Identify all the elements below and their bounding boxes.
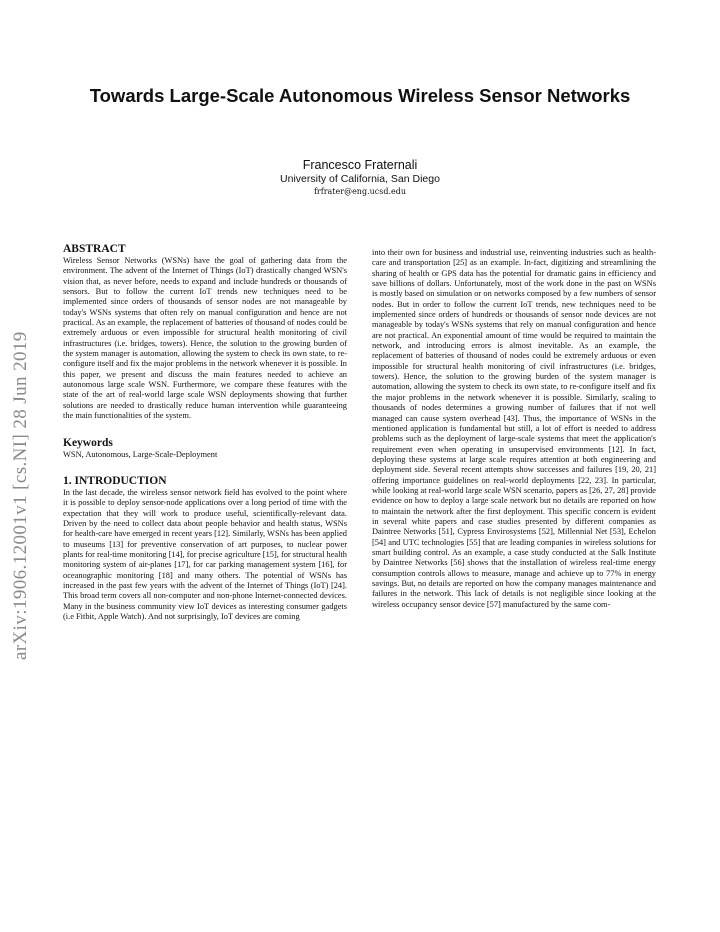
introduction-text-left: In the last decade, the wireless sensor network field has evolved to the point where it is possible to deploy sensor-node applications over a long period of time with the expectation that they will work to produce useful, scientifically-relevant data. Driven by the need to collect data about people behavior and health status, WSNs for health-care have emerged in recent years [12]. Similarly, WSNs has been applied to museums [13] for preventive conservation of art purposes, to nuclear power plants for real-time monitoring [14], for precise agriculture [15], for structural health monitoring system of air-planes [17], for car parking management system [16], for oceanographic monitoring [18] and many others. The potential of WSNs has increased in the past few years with the advent of the Internet of Things (IoT) [24]. This broad term covers all non-computer and non-phone Internet-connected devices. Many in the business community view IoT devices as interesting consumer gadgets (i.e Fitbit, Apple Watch). And not surprisingly, IoT devices are coming: [63, 487, 347, 621]
right-column: [372, 248, 656, 610]
introduction-text-right: into their own for business and industrial use, reinventing industries such as health-care and transportation [25] as an example. In-fact, digitizing and streamlining the sharing of health or GPS data has the potential for dramatic gains in efficiency and save billions of dollars. Unfortunately, most of the work done in the past on WSNs is mostly based on simulation or on networks composed by a few numbers of sensor nodes. But in order to follow the current IoT trends, new techniques need to be implemented since orders of hundreds or thousands of sensor node devices are not manageable by today's WSNs systems that rely on manual configuration and hence are not practical. An exponential amount of time would be required to maintain the network, and introducing errors is almost inevitable. As an example, the replacement of batteries of thousand of nodes could be extremely arduous or even impossible for structural health monitoring of civil infrastructures (i.e. bridges, towers). Hence, the solution to the growing burden of the system manager is automation, allowing the system to check its own state, to re-configure itself and fix the major problems in the network whenever it is possible. Similarly, scaling to thousands of nodes determines a growing number of failures that if not well managed can cause system overhead [43]. Thus, the importance of WSNs in the mentioned application is fundamental but still, a lot of effort is needed to address problems such as the deployment of large-scale systems that meet the application's requirement even when operating in unsupervised environments [12]. In fact, deploying these systems at large scale requires attention at both engineering and deployment side. Several recent attempts show successes and failures [19, 20, 21] offering importance guidelines on real-world deployments [22, 23]. In particular, while looking at real-world large scale WSN scenario, papers as [26, 27, 28] provide evidence on how to deploy a large scale network but no details are reported on how to maintain the network after the first deployment. This specific concern is evident in several white papers and case studies presented by different companies as Daintree Networks [51], Cypress Envirosystems [52], Millennial Net [53], Echelon [54] and UTC technologies [55] that are leading companies in wireless solutions for smart building control. As an example, a case study conducted at the Salk Institute by Daintree Networks [56] shows that the installation of wireless real-time energy consumption controls allows to measure, manage and achieve up to 77% in energy savings. But, no details are reported on how the company manages maintenance and failures in the network. This lack of details is not negligible since looking at the wireless occupancy sensor device [57] manufactured by the same com-: [372, 248, 656, 609]
abstract-text: Wireless Sensor Networks (WSNs) have the goal of gathering data from the environment. The advent of the Internet of Things (IoT) drastically changed WSN's vision that, as never before, needs to expand and include hundreds or thousands of sensors. But to follow the current IoT trends new techniques need to be implemented since orders of thousands of sensor nodes are not manageable by today's WSNs systems that often rely on manual configuration and hence are not practical. As an example, the replacement of batteries of thousand of nodes could be extremely arduous or even impossible for structural health monitoring of civil infrastructures (i.e. bridges, towers). Hence, the solution to the growing burden of the system manager is automation, allowing the system to check its own state, to re-configure itself and fix the major problems in the network whenever it is possible. In this paper, we present and discuss the main features needed to achieve an autonomous large scale WSN. Furthermore, we compare these features with the state of the art of real-world large scale WSN deployments showing that further solutions are needed to drastically reduce human intervention while guaranteeing the main functionalities of the system.: [63, 256, 347, 421]
author-affiliation: University of California, San Diego: [280, 173, 440, 185]
author-block: [160, 158, 560, 197]
introduction-heading: 1. INTRODUCTION: [63, 474, 167, 487]
paper-title: Towards Large-Scale Autonomous Wireless Sensor Networks: [89, 85, 631, 106]
abstract-heading: ABSTRACT: [63, 243, 126, 255]
author-name: Francesco Fraternali: [302, 158, 418, 172]
keywords-heading: Keywords: [63, 436, 113, 449]
keywords-text: WSN, Autonomous, Large-Scale-Deployment: [63, 449, 218, 459]
left-column: [63, 242, 347, 622]
author-email: frfrater@eng.ucsd.edu: [313, 187, 407, 196]
arxiv-stamp: arXiv:1906.12001v1 [cs.NI] 28 Jun 2019: [10, 331, 31, 660]
